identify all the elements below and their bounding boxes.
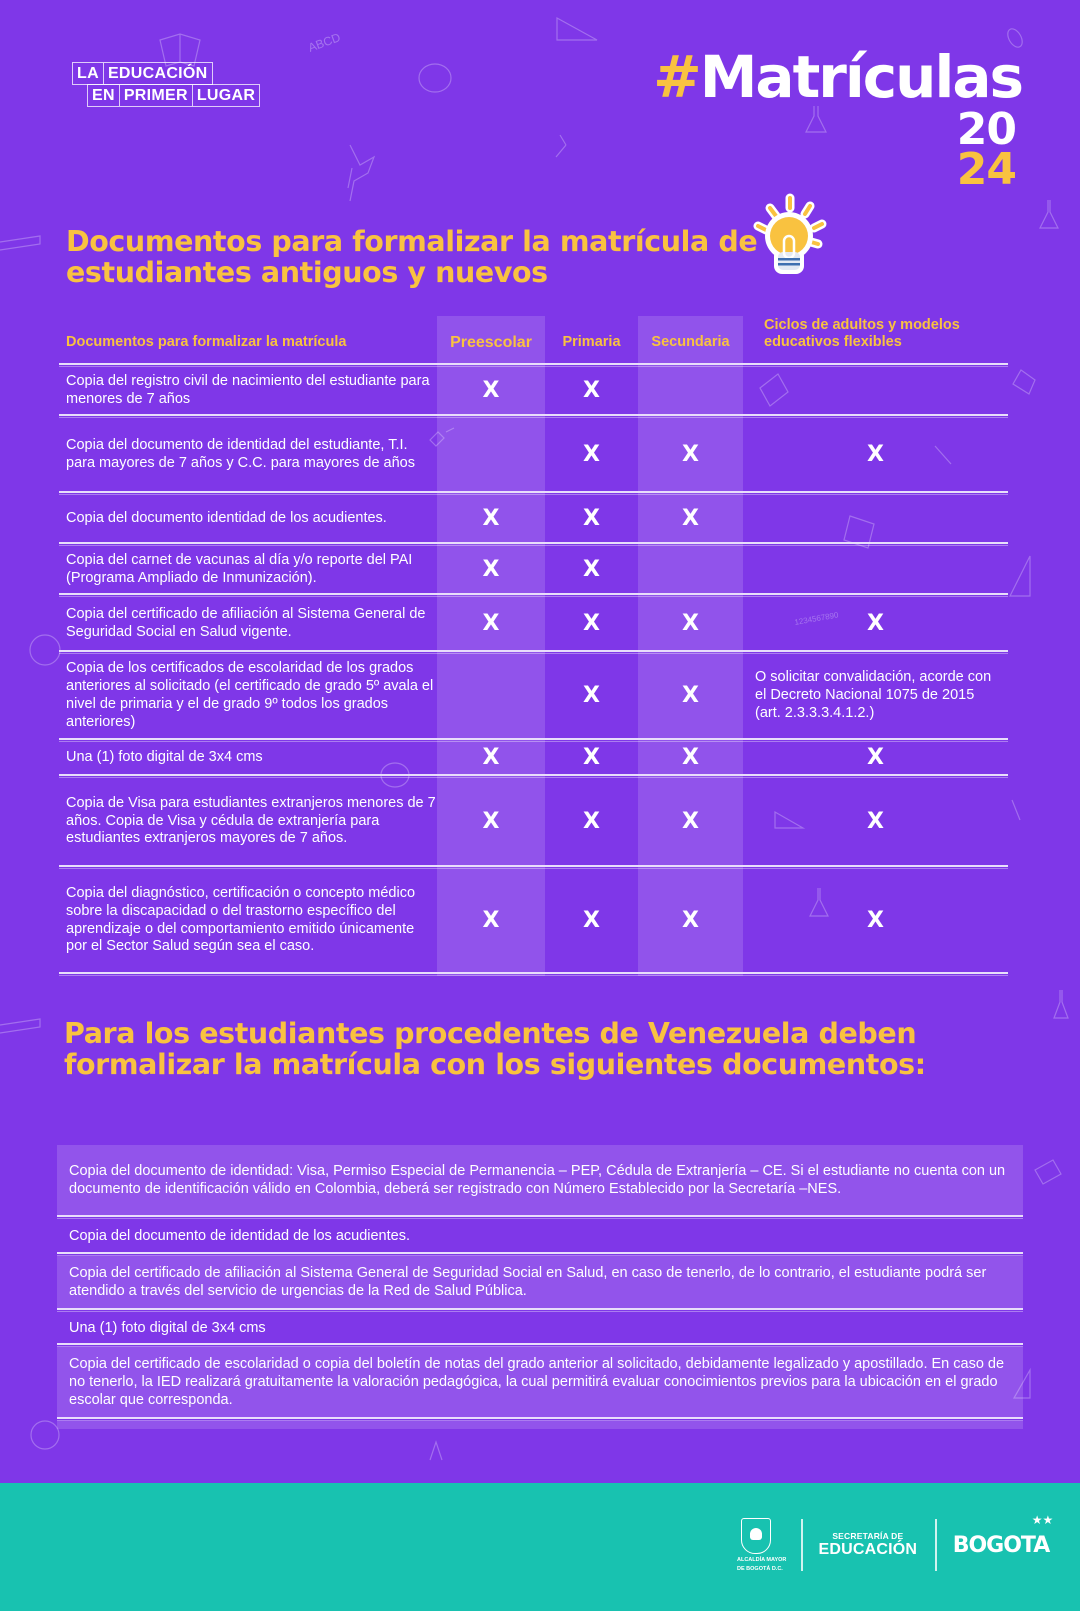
list-bottom-band: [57, 1421, 1023, 1429]
list-item: Copia del documento de identidad: Visa, Permiso Especial de Permanencia – PEP, Cédula de Extranjería – CE. Si el estudiante no cuenta con un documento de identificación válido en Colombia, deberá ser registrado con Número Establecido por la Secretaría –NES.: [57, 1145, 1023, 1215]
ciclos-mark: X: [867, 610, 884, 636]
requirements-table: [59, 316, 1008, 976]
alcaldia-line-2: DE BOGOTÁ D.C.: [737, 1566, 783, 1572]
ciclos-mark: X: [867, 745, 884, 771]
year-bottom: 24: [956, 144, 1016, 195]
brand-word: PRIMER: [120, 84, 193, 107]
ciclos-mark: X: [867, 808, 884, 834]
hero-hashtag: [653, 43, 1022, 195]
document-label: Copia de Visa para estudiantes extranjeros menores de 7 años. Copia de Visa y cédula de extranjería para estudiantes extranjeros mayores de 7 años.: [66, 794, 436, 847]
brand-word: EN: [87, 84, 120, 107]
secundaria-mark: X: [682, 505, 699, 531]
primaria-mark: X: [583, 808, 600, 834]
table-row: [59, 418, 1008, 491]
table-row: [59, 778, 1008, 865]
svg-text:ABCD: ABCD: [306, 30, 343, 55]
table-row: [59, 869, 1008, 972]
ciclos-mark: X: [867, 907, 884, 933]
document-label: Copia del registro civil de nacimiento del estudiante para menores de 7 años: [66, 372, 430, 407]
list-item: Copia del certificado de escolaridad o copia del boletín de notas del grado anterior al solicitado, debidamente legalizado y apostillado. En caso de no tenerlo, la IED realizará gratuitamente la valoración pedagógica, la cual permitirá evaluar conocimientos previos para la ubicación en el grado escolar que corresponda.: [57, 1347, 1023, 1417]
section-title-documents: Documentos para formalizar la matrícula de estudiantes antiguos y nuevos: [66, 225, 758, 289]
ciclos-note: O solicitar convalidación, acorde con el Decreto Nacional 1075 de 2015 (art. 2.3.3.3.4.1.2.): [755, 669, 992, 721]
section-title-venezuela: Para los estudiantes procedentes de Venezuela deben formalizar la matrícula con los siguientes documentos:: [64, 1017, 926, 1081]
brand-logo: [72, 62, 260, 107]
primaria-mark: X: [583, 377, 600, 403]
document-label: Copia del carnet de vacunas al día y/o reporte del PAI (Programa Ampliado de Inmunización).: [66, 551, 413, 586]
row-divider: [59, 972, 1008, 976]
header-ciclos: Ciclos de adultos y modelos educativos flexibles: [764, 317, 960, 350]
table-row: [59, 546, 1008, 593]
footer-logos: [737, 1512, 1054, 1573]
footer: [0, 1483, 1080, 1611]
coat-of-arms-icon: [741, 1518, 771, 1554]
document-label: Una (1) foto digital de 3x4 cms: [66, 749, 263, 766]
palette-doodle-icon: [419, 64, 451, 92]
brand-word: EDUCACIÓN: [104, 62, 213, 85]
header-secundaria: Secundaria: [651, 334, 730, 350]
header-primaria: Primaria: [562, 334, 621, 350]
logo-divider: [935, 1519, 937, 1571]
preescolar-mark: X: [482, 907, 500, 933]
star-icon: ★★: [1031, 1512, 1054, 1527]
table-row: [59, 742, 1008, 774]
header-documentos: Documentos para formalizar la matrícula: [66, 334, 347, 350]
year-top: 20: [956, 104, 1016, 155]
alcaldia-line-1: ALCALDÍA MAYOR: [737, 1557, 787, 1563]
hash-symbol: #: [653, 43, 700, 111]
ciclos-mark: X: [867, 441, 884, 467]
flask2-doodle-icon: [1040, 200, 1058, 228]
alcaldia-logo: [737, 1518, 787, 1572]
list-item: Una (1) foto digital de 3x4 cms: [69, 1319, 266, 1336]
leaf-doodle-icon: [348, 145, 374, 201]
secundaria-mark: X: [682, 441, 699, 467]
secundaria-mark: X: [682, 683, 699, 709]
brand-logo-line-1: [72, 62, 260, 85]
preescolar-mark: X: [482, 505, 500, 531]
preescolar-mark: X: [482, 377, 500, 403]
brand-logo-line-2: [87, 84, 260, 107]
list-item: Copia del certificado de afiliación al Sistema General de Seguridad Social en Salud, en caso de tenerlo, de lo contrario, el estudiante podrá ser atendido a través del servicio de urgencias de la Red de Salud Pública.: [57, 1256, 1023, 1308]
brand-word: LUGAR: [193, 84, 260, 107]
preescolar-mark: X: [482, 808, 500, 834]
primaria-mark: X: [583, 610, 600, 636]
header-preescolar: Preescolar: [450, 334, 532, 351]
hashtag-word: Matrículas: [699, 43, 1022, 111]
ruler-doodle-icon: [0, 236, 40, 250]
secundaria-mark: X: [682, 808, 699, 834]
primaria-mark: X: [583, 505, 600, 531]
table-row: [59, 654, 1008, 738]
document-label: Copia de los certificados de escolaridad de los grados anteriores al solicitado (el certificado de grado 5º avala el nivel de primaria y el de grado 9º todos los grados anteriores): [66, 660, 434, 730]
secretaria-small-text: SECRETARÍA DE: [832, 1531, 904, 1541]
primaria-mark: X: [583, 745, 600, 771]
bogota-logo: [952, 1512, 1054, 1558]
secretaria-logo: [819, 1531, 918, 1559]
document-label: Copia del certificado de afiliación al Sistema General de Seguridad Social en Salud vigente.: [66, 605, 426, 640]
bogota-wordmark: BOGOTA: [952, 1532, 1050, 1558]
primaria-mark: X: [583, 556, 600, 582]
primaria-mark: X: [583, 683, 600, 709]
brand-word: LA: [72, 62, 104, 85]
document-label: Copia del documento de identidad del estudiante, T.I. para mayores de 7 años y C.C. para mayores de años: [66, 436, 415, 471]
secundaria-mark: X: [682, 745, 699, 771]
preescolar-mark: X: [482, 556, 500, 582]
triangle-doodle-icon: [557, 18, 597, 40]
preescolar-mark: X: [482, 610, 500, 636]
preescolar-mark: X: [482, 745, 500, 771]
venezuela-requirements-list: [57, 1145, 1023, 1429]
document-label: Copia del diagnóstico, certificación o concepto médico sobre la discapacidad o del trastorno específico del aprendizaje o del comportamiento emitido únicamente por el Sector Salud según sea el caso.: [66, 884, 416, 955]
leaf2-doodle-icon: [556, 135, 566, 157]
primaria-mark: X: [583, 907, 600, 933]
hashtag-title: [653, 44, 1022, 110]
table-header-row: [59, 316, 1008, 363]
logo-divider: [801, 1519, 803, 1571]
secundaria-mark: X: [682, 610, 699, 636]
svg-text:1234567890: 1234567890: [793, 610, 840, 627]
table-row: [59, 597, 1008, 650]
table-row: [59, 367, 1008, 414]
primaria-mark: X: [583, 441, 600, 467]
table-row: [59, 495, 1008, 542]
list-item: Copia del documento de identidad de los acudientes.: [69, 1227, 410, 1244]
secundaria-mark: X: [682, 907, 699, 933]
document-label: Copia del documento identidad de los acudientes.: [66, 509, 387, 526]
secretaria-big-text: EDUCACIÓN: [818, 1541, 918, 1558]
